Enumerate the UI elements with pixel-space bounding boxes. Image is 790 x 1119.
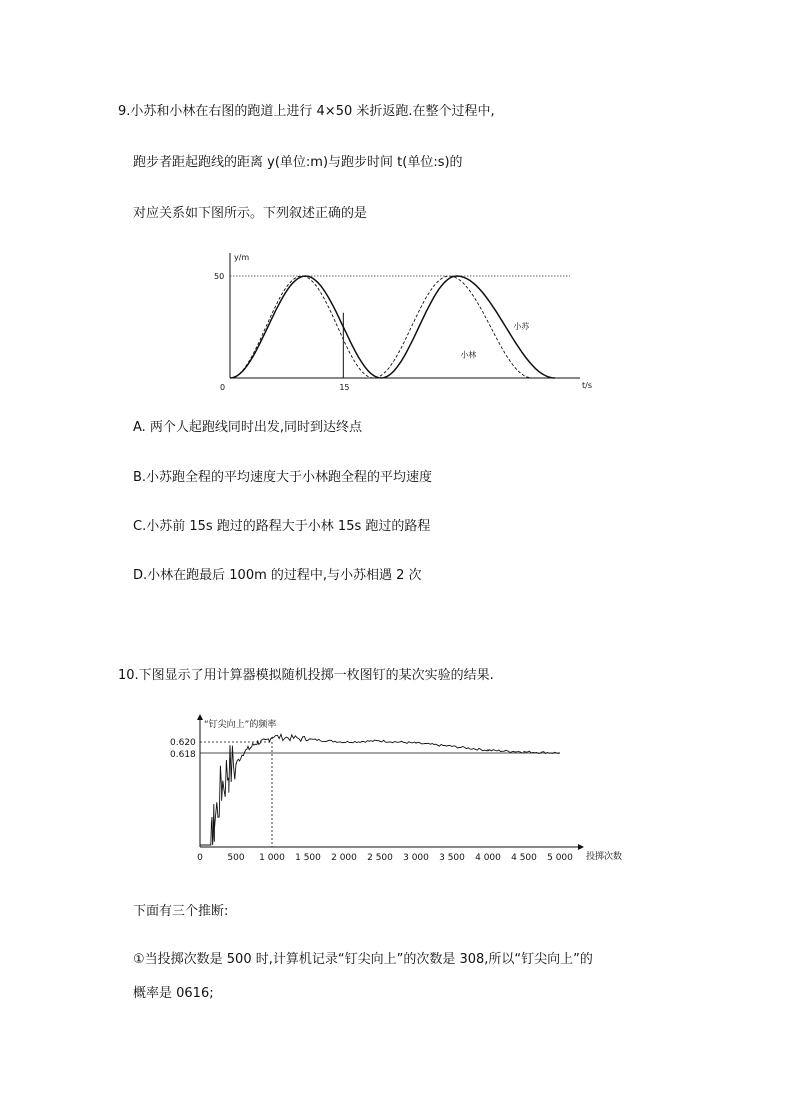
- q9-option-c: C.小苏前 15s 跑过的路程大于小林 15s 跑过的路程: [133, 519, 431, 534]
- q10-line3: ①当投掷次数是 500 时,计算机记录“钉尖向上”的次数是 308,所以“钉尖向上”的: [133, 952, 593, 967]
- x-axis-label: t/s: [582, 381, 592, 390]
- y-axis-label: y/m: [234, 253, 250, 262]
- x-tick-2500: 2 500: [367, 853, 393, 863]
- y-tick-0618: 0.618: [170, 750, 196, 760]
- q9-line3: 对应关系如下图所示。下列叙述正确的是: [133, 206, 368, 221]
- x-tick-0: 0: [197, 853, 203, 863]
- q10-chart: [160, 712, 660, 872]
- q10-line1: 10.下图显示了用计算器模拟随机投掷一枚图钉的某次实验的结果.: [118, 668, 494, 683]
- x-tick-15: 15: [339, 383, 350, 392]
- series-1-line: [230, 276, 532, 378]
- origin-label: 0: [220, 383, 226, 392]
- x-tick-5000: 5 000: [547, 853, 573, 863]
- y-tick-50: 50: [214, 272, 225, 281]
- x-tick-2000: 2 000: [331, 853, 357, 863]
- x-tick-1500: 1 500: [295, 853, 321, 863]
- q10-line2: 下面有三个推断:: [133, 904, 229, 919]
- frequency-line: [200, 734, 560, 845]
- y-axis-arrow: [197, 714, 203, 720]
- q9-option-d: D.小林在跑最后 100m 的过程中,与小苏相遇 2 次: [133, 568, 422, 583]
- series-0-line: [230, 276, 555, 378]
- q9-option-a: A. 两个人起跑线同时出发,同时到达终点: [133, 420, 363, 435]
- x-tick-4000: 4 000: [475, 853, 501, 863]
- x-tick-4500: 4 500: [511, 853, 537, 863]
- q9-line2: 跑步者距起跑线的距离 y(单位:m)与跑步时间 t(单位:s)的: [133, 155, 463, 170]
- x-axis-arrow: [578, 844, 584, 850]
- x-tick-3000: 3 000: [403, 853, 429, 863]
- y-axis-label: “钉尖向上”的频率: [204, 720, 277, 730]
- q9-line1: 9.小苏和小林在右图的跑道上进行 4×50 米折返跑.在整个过程中,: [118, 104, 495, 119]
- q9-option-b: B.小苏跑全程的平均速度大于小林跑全程的平均速度: [133, 470, 433, 485]
- q10-line4: 概率是 0616;: [133, 986, 214, 1001]
- q9-chart: [200, 245, 592, 395]
- x-tick-1000: 1 000: [259, 853, 285, 863]
- y-tick-0620: 0.620: [170, 738, 196, 748]
- series-label-xiaosu: 小苏: [513, 322, 530, 332]
- x-tick-3500: 3 500: [439, 853, 465, 863]
- x-tick-500: 500: [227, 853, 245, 863]
- series-label-xiaolin: 小林: [460, 350, 477, 360]
- x-axis-label: 投掷次数: [586, 852, 623, 862]
